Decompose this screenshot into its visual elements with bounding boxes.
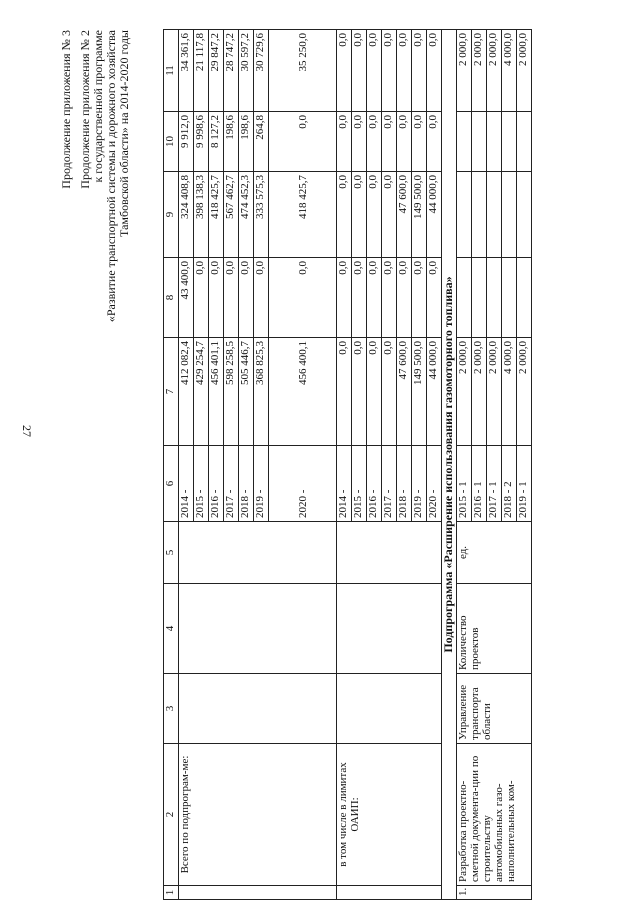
value-cell: 0,0 bbox=[397, 30, 412, 112]
value-cell: 0,0 bbox=[412, 258, 427, 338]
year-cell: 2017 - bbox=[382, 446, 397, 522]
value-cell: 324 408,8 bbox=[179, 172, 194, 258]
year-cell: 2019 - bbox=[412, 446, 427, 522]
value-cell: 0,0 bbox=[427, 258, 442, 338]
year-cell: 2018 - 2 bbox=[502, 446, 517, 522]
value-cell: 0,0 bbox=[397, 258, 412, 338]
total-label: Всего по подпрограм-ме: bbox=[179, 744, 337, 886]
budget-table bbox=[163, 29, 532, 900]
value-cell: 4 000,0 bbox=[502, 30, 517, 112]
value-cell: 2 000,0 bbox=[487, 338, 502, 446]
value-cell: 8 127,2 bbox=[209, 112, 224, 172]
header-line-4: Тамбовской области» на 2014-2020 годы bbox=[117, 30, 131, 237]
year-cell: 2020 - bbox=[427, 446, 442, 522]
value-cell: 429 254,7 bbox=[194, 338, 209, 446]
value-cell: 2 000,0 bbox=[517, 30, 532, 112]
value-cell: 368 825,3 bbox=[254, 338, 269, 446]
col-header: 6 bbox=[164, 446, 179, 522]
value-cell: 0,0 bbox=[337, 258, 352, 338]
year-cell: 2015 - bbox=[194, 446, 209, 522]
value-cell: 2 000,0 bbox=[472, 30, 487, 112]
header-line-2: к государственной программе bbox=[91, 30, 105, 183]
col-header: 10 bbox=[164, 112, 179, 172]
year-cell: 2018 - bbox=[239, 446, 254, 522]
year-cell: 2017 - bbox=[224, 446, 239, 522]
value-cell: 0,0 bbox=[412, 112, 427, 172]
year-cell: 2020 - bbox=[269, 446, 337, 522]
value-cell: 4 000,0 bbox=[502, 338, 517, 446]
value-cell: 44 000,0 bbox=[427, 338, 442, 446]
value-cell: 35 250,0 bbox=[269, 30, 337, 112]
value-cell: 44 000,0 bbox=[427, 172, 442, 258]
value-cell: 0,0 bbox=[367, 112, 382, 172]
value-cell: 0,0 bbox=[269, 258, 337, 338]
value-cell: 0,0 bbox=[382, 338, 397, 446]
subprogram-block bbox=[442, 30, 532, 900]
value-cell: 0,0 bbox=[337, 338, 352, 446]
table-row bbox=[337, 30, 352, 900]
value-cell: 2 000,0 bbox=[487, 30, 502, 112]
item-number: 1. bbox=[457, 886, 532, 900]
value-cell: 2 000,0 bbox=[472, 338, 487, 446]
col-header: 5 bbox=[164, 522, 179, 584]
value-cell: 149 500,0 bbox=[412, 172, 427, 258]
value-cell: 28 747,2 bbox=[224, 30, 239, 112]
value-cell: 2 000,0 bbox=[457, 30, 472, 112]
year-cell: 2014 - bbox=[179, 446, 194, 522]
subprogram-title-row bbox=[442, 30, 457, 900]
value-cell: 0,0 bbox=[239, 258, 254, 338]
value-cell: 0,0 bbox=[397, 112, 412, 172]
value-cell: 0,0 bbox=[412, 30, 427, 112]
col-header: 1 bbox=[164, 886, 179, 900]
value-cell: 0,0 bbox=[367, 258, 382, 338]
col-header: 4 bbox=[164, 584, 179, 674]
item-unit: ед. bbox=[457, 522, 532, 584]
value-cell: 0,0 bbox=[337, 30, 352, 112]
value-cell: 149 500,0 bbox=[412, 338, 427, 446]
value-cell: 418 425,7 bbox=[209, 172, 224, 258]
value-cell: 2 000,0 bbox=[517, 338, 532, 446]
year-cell: 2015 - 1 bbox=[457, 446, 472, 522]
value-cell: 0,0 bbox=[352, 338, 367, 446]
value-cell: 198,6 bbox=[239, 112, 254, 172]
value-cell: 2 000,0 bbox=[457, 338, 472, 446]
year-cell: 2014 - bbox=[337, 446, 352, 522]
item-executor: Управление транспорта области bbox=[457, 674, 532, 744]
header-line-3: «Развитие транспортной системы и дорожного хозяйства bbox=[104, 30, 118, 323]
year-cell: 2017 - 1 bbox=[487, 446, 502, 522]
value-cell: 456 400,1 bbox=[269, 338, 337, 446]
value-cell: 30 597,2 bbox=[239, 30, 254, 112]
value-cell: 0,0 bbox=[382, 30, 397, 112]
col-header: 7 bbox=[164, 338, 179, 446]
value-cell: 47 600,0 bbox=[397, 172, 412, 258]
value-cell: 0,0 bbox=[194, 258, 209, 338]
appendix-header bbox=[60, 30, 131, 450]
value-cell: 0,0 bbox=[427, 30, 442, 112]
document-sheet bbox=[60, 20, 635, 900]
value-cell: 43 400,0 bbox=[179, 258, 194, 338]
oaip-block bbox=[337, 30, 442, 900]
column-number-row bbox=[164, 30, 179, 900]
value-cell: 0,0 bbox=[254, 258, 269, 338]
year-cell: 2016 - 1 bbox=[472, 446, 487, 522]
total-block bbox=[179, 30, 337, 900]
value-cell: 0,0 bbox=[367, 30, 382, 112]
oaip-label: в том числе в лимитах ОАИП: bbox=[337, 744, 442, 886]
value-cell: 0,0 bbox=[367, 172, 382, 258]
year-cell: 2019 - bbox=[254, 446, 269, 522]
value-cell: 0,0 bbox=[367, 338, 382, 446]
value-cell: 0,0 bbox=[427, 112, 442, 172]
value-cell: 0,0 bbox=[337, 112, 352, 172]
value-cell: 34 361,6 bbox=[179, 30, 194, 112]
col-header: 11 bbox=[164, 30, 179, 112]
year-cell: 2016 - bbox=[367, 446, 382, 522]
col-header: 8 bbox=[164, 258, 179, 338]
year-cell: 2015 - bbox=[352, 446, 367, 522]
value-cell: 29 847,2 bbox=[209, 30, 224, 112]
value-cell: 567 462,7 bbox=[224, 172, 239, 258]
year-cell: 2016 - bbox=[209, 446, 224, 522]
value-cell: 9 998,6 bbox=[194, 112, 209, 172]
value-cell: 474 452,3 bbox=[239, 172, 254, 258]
item-name: Разработка проектно-сметной документа-ции по строительству автомобильных газо-наполнительных ком- bbox=[457, 744, 532, 886]
col-header: 9 bbox=[164, 172, 179, 258]
value-cell: 456 401,1 bbox=[209, 338, 224, 446]
header-line-1: Продолжение приложения № 2 bbox=[78, 30, 92, 189]
value-cell: 412 082,4 bbox=[179, 338, 194, 446]
value-cell: 264,8 bbox=[254, 112, 269, 172]
value-cell: 30 729,6 bbox=[254, 30, 269, 112]
value-cell: 0,0 bbox=[352, 30, 367, 112]
value-cell: 333 575,3 bbox=[254, 172, 269, 258]
page-number: 27 bbox=[20, 425, 34, 437]
value-cell: 0,0 bbox=[209, 258, 224, 338]
value-cell: 598 258,5 bbox=[224, 338, 239, 446]
year-cell: 2018 - bbox=[397, 446, 412, 522]
value-cell: 21 117,8 bbox=[194, 30, 209, 112]
value-cell: 398 138,3 bbox=[194, 172, 209, 258]
value-cell: 0,0 bbox=[382, 172, 397, 258]
value-cell: 505 446,7 bbox=[239, 338, 254, 446]
year-cell: 2019 - 1 bbox=[517, 446, 532, 522]
value-cell: 0,0 bbox=[352, 258, 367, 338]
item-indicator: Количество проектов bbox=[457, 584, 532, 674]
table-row bbox=[179, 30, 194, 900]
table-row bbox=[457, 30, 472, 900]
value-cell: 0,0 bbox=[382, 258, 397, 338]
subprogram-title: Подпрограмма «Расширение использования газомоторного топлива» bbox=[442, 30, 457, 900]
value-cell: 0,0 bbox=[382, 112, 397, 172]
value-cell: 0,0 bbox=[269, 112, 337, 172]
value-cell: 47 600,0 bbox=[397, 338, 412, 446]
value-cell: 0,0 bbox=[337, 172, 352, 258]
col-header: 2 bbox=[164, 744, 179, 886]
value-cell: 0,0 bbox=[352, 172, 367, 258]
col-header: 3 bbox=[164, 674, 179, 744]
value-cell: 0,0 bbox=[224, 258, 239, 338]
continuation-note: Продолжение приложения № 3 bbox=[59, 30, 73, 189]
value-cell: 0,0 bbox=[352, 112, 367, 172]
value-cell: 198,6 bbox=[224, 112, 239, 172]
value-cell: 418 425,7 bbox=[269, 172, 337, 258]
value-cell: 9 912,0 bbox=[179, 112, 194, 172]
